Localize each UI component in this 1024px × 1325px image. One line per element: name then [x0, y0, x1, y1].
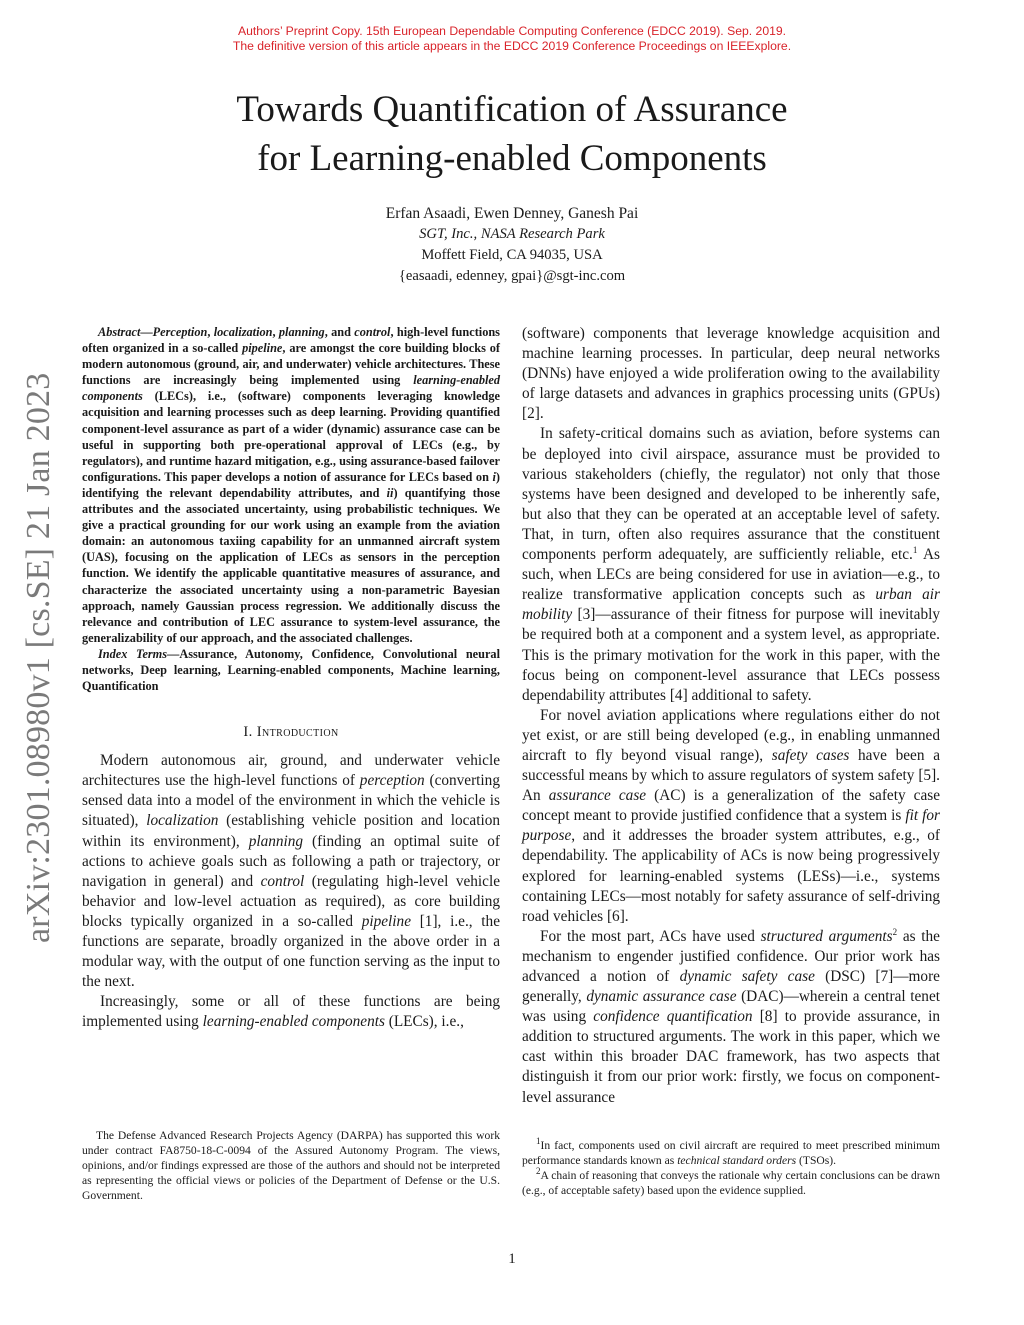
- funding-footnote: The Defense Advanced Research Projects Agency (DARPA) has supported this work under contract FA8750-18-C-0094 of the Assured Autonomy Program. The views, opinions, and/or findings expressed are those of the authors and should not be interpreted as representing the official views or policies of the Department of Defense or the U.S. Government.: [82, 1129, 500, 1202]
- preprint-notice-line1: Authors’ Preprint Copy. 15th European Dependable Computing Conference (EDCC 2019). Sep. 2019.: [237, 24, 787, 38]
- index-terms: Index Terms—Assurance, Autonomy, Confidence, Convolutional neural networks, Deep learning, Learning-enabled components, Machine learning, Quantification: [82, 646, 500, 694]
- footnote-2: $^2$A chain of reasoning that conveys the rationale why certain conclusions can be drawn (e.g., of acceptable safety) based upon the evidence supplied.: [522, 1166, 940, 1197]
- author-names: Erfan Asaadi, Ewen Denney, Ganesh Pai: [385, 205, 639, 222]
- paper-title-line2: for Learning-enabled Components: [257, 138, 767, 179]
- author-address: Moffett Field, CA 94035, USA: [421, 247, 603, 263]
- author-block: [0, 203, 1024, 287]
- intro-paragraph-1: Modern autonomous air, ground, and underwater vehicle architectures use the high-level functions of perception (converting sensed data into a model of the environment in which the vehicle is situated), localization (establishing vehicle position and location within its environment), planning (finding an optimal suite of actions to achieve goals such as following a path or trajectory, or navigation in general) and control (regulating high-level vehicle behavior and low-level actuation as required), as core building blocks typically organized in a so-called pipeline [1], i.e., the functions are separate, broadly organized in the above order in a modular way, with the output of one function serving as the input to the next.: [82, 752, 500, 991]
- section-heading-introduction: I. Introduction: [243, 724, 339, 741]
- author-email: {easaadi, edenney, gpai}@sgt-inc.com: [398, 268, 626, 284]
- right-paragraph-4: For the most part, ACs have used structured arguments$^2$ as the mechanism to engender justified confidence. Our prior work has advanced a notion of dynamic safety case (DSC) [7]—more generally, dynamic assurance case (DAC)—wherein a central tenet was using confidence quantification [8] to provide assurance, in addition to structured arguments. The work in this paper, which we cast within this broader DAC framework, has two aspects that distinguish it from our prior work: firstly, we focus on component-level assurance: [522, 926, 941, 1106]
- abstract: Abstract—Perception, localization, planning, and control, high-level functions often organized in a so-called pipeline, are amongst the core building blocks of modern autonomous (ground, air, and underwater) vehicle architectures. These functions are increasingly being implemented using learning-enabled components (LECs), i.e., (software) components leveraging knowledge acquisition and learning processes such as deep learning. Providing quantified component-level assurance as part of a wider (dynamic) assurance case can be useful in supporting both pre-operational approval of LECs (e.g., by regulators), and runtime hazard mitigation, e.g., using assurance-based failover configurations. This paper develops a notion of assurance for LECs based on i) identifying the relevant dependability attributes, and ii) quantifying those attributes and the associated uncertainty, using probabilistic techniques. We give a practical grounding for our work using an example from the aviation domain: an autonomous taxiing capability for an unmanned aircraft system (UAS), focusing on the application of LECs as sensors in the perception function. We identify the applicable quantitative measures of assurance, and characterize the associated uncertainty using a non-parametric Bayesian approach, namely Gaussian process regression. We additionally discuss the relevance and contribution of LEC assurance to system-level assurance, the generalizability of our approach, and the associated challenges.: [82, 325, 500, 645]
- left-column: [82, 324, 500, 1032]
- footnote-ref-1: 1: [912, 544, 918, 555]
- preprint-notice-line2: The definitive version of this article appears in the EDCC 2019 Conference Proceedings on IEEExplore.: [232, 39, 792, 53]
- preprint-notice: [0, 24, 1024, 54]
- author-affiliation: SGT, Inc., NASA Research Park: [419, 226, 605, 242]
- paper-title-line1: Towards Quantification of Assurance: [236, 89, 788, 130]
- footnote-ref-2: 2: [892, 926, 898, 937]
- right-paragraph-2: In safety-critical domains such as aviation, before systems can be deployed into civil airspace, assurance must be provided to various stakeholders (chiefly, the regulator) not only that those systems have been designed and developed to be inherently safe, but also that they can be operated at an acceptable level of safety. That, in turn, often also requires assurance that the constituent components perform adequately, are sufficiently reliable, etc.$^1$ As such, when LECs are being considered for use in aviation—e.g., to realize transformative application concepts such as urban air mobility [3]—assurance of their fitness for purpose will inevitably be required both at a component and a system level, as appropriate. This is the primary motivation for the work in this paper, with the focus being on component-level assurance that LECs possess dependability attributes [4] additional to safety.: [522, 425, 941, 704]
- footnotes: [522, 1138, 940, 1198]
- right-column: [522, 324, 940, 1108]
- page-number: 1: [508, 1251, 516, 1267]
- footnote-1: $^1$In fact, components used on civil aircraft are required to meet prescribed minimum performance standards known as technical standard orders (TSOs).: [522, 1136, 940, 1167]
- right-paragraph-3: For novel aviation applications where regulations either do not yet exist, or are still being developed (e.g., in enabling unmanned aircraft to fly beyond visual range), safety cases have been a successful means by which to assure regulators of system safety [5]. An assurance case (AC) is a generalization of the safety case concept meant to provide justified confidence that a system is fit for purpose, and it addresses the broader system attributes, e.g., of dependability. The applicability of ACs is now being progressively explored for learning-enabled systems (LESs)—i.e., systems containing LECs—most notably for safety assurance of self-driving road vehicles [6].: [522, 706, 941, 925]
- arxiv-identifier: arXiv:2301.08980v1 [cs.SE] 21 Jan 2023: [20, 372, 57, 943]
- paper-title: [0, 85, 1024, 183]
- intro-paragraph-2: Increasingly, some or all of these functions are being implemented using learning-enabled components (LECs), i.e.,: [82, 993, 500, 1031]
- right-paragraph-continued: (software) components that leverage knowledge acquisition and machine learning processes. In particular, deep neural networks (DNNs) have enjoyed a wide proliferation owing to the availability of large datasets and advances in graphics processing units (GPUs) [2].: [522, 325, 940, 423]
